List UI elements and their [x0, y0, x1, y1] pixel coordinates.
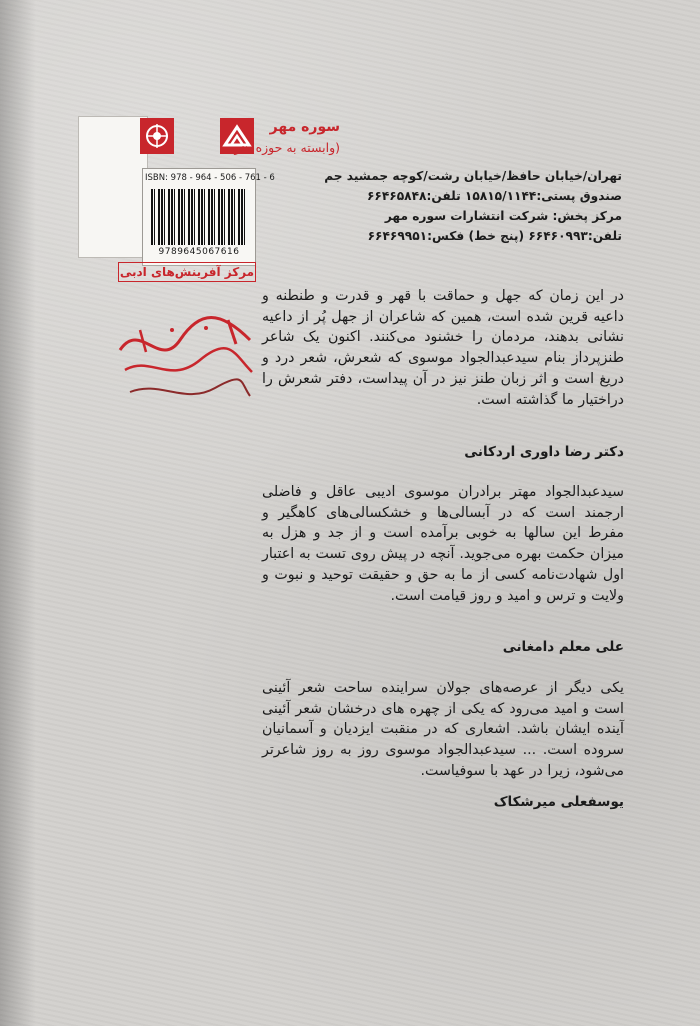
barcode — [151, 189, 247, 245]
address-line: مرکز پخش: شرکت انتشارات سوره مهر — [384, 209, 622, 223]
isbn-barcode-box — [142, 168, 275, 266]
endorsement-author-1: دکتر رضا داوری اردکانی — [464, 444, 624, 460]
endorsement-author-2: علی معلم دامغانی — [502, 639, 624, 655]
endorsement-paragraph-2: سیدعبدالجواد مهتر برادران موسوی ادیبی عاقل و فاضلی ارجمند است که در آبسالی‌ها و خشکسالی‌های کاهگیر و مفرط این سالها به خوبی برآمده است و از جد و هزل به میزان حکمت بهره می‌جوید. آنچه در پیش روی تست به اعتبار اول شهادت‌نامه کسی از ما به حق و حقیقت توحید و نبوت و ولایت و ترس و امید و روز قیامت است. — [262, 484, 624, 604]
endorsement-paragraph-3: یکی دیگر از عرصه‌های جولان سراینده ساحت شعر آئینی است و امید می‌رود که یکی از چهره های درخشان شعر آئینی آینده ایشان باشد. اشعاری که در منقبت ایزدیان و آسمانیان سروده است. ... سیدعبدالجواد موسوی روز به روز شاعرتر می‌شود، زیرا در عهد با سوفیاست. — [262, 680, 624, 779]
address-line: تلفن:۶۶۴۶۰۹۹۳ (پنج خط) فکس:۶۶۴۶۹۹۵۱ — [367, 229, 622, 243]
publisher-affiliation: (وابسته به حوزه هنری) — [219, 140, 340, 155]
barcode-number: 9789645067616 — [158, 247, 240, 257]
address-line: صندوق پستی:۱۵۸۱۵/۱۱۴۴ تلفن:۶۶۴۶۵۸۴۸ — [366, 189, 622, 203]
publisher-address — [262, 166, 622, 246]
publisher-name: سوره مهر — [269, 119, 340, 135]
white-sticker — [78, 116, 148, 258]
spine-shadow — [0, 0, 36, 1026]
endorsement-paragraph-1: در این زمان که جهل و حماقت با قهر و قدرت و طنطنه و داعیه قرین شده است، همین که شاعران از جهل پُر از داعیه نشانی بدهند، مردمان را خشنود می‌کنند. اکنون یک شاعر طنزپرداز بنام سیدعبدالجواد موسوی که شعرش، شعر درد و دریغ است و اثر زبان طنز نیز در آن پیداست، دفتر شعرش را دراختیار ما گذاشته است. — [262, 288, 624, 408]
endorsement-author-3: یوسفعلی میرشکاک — [493, 794, 624, 810]
literary-center-label: مرکز آفرینش‌های ادبی — [118, 262, 256, 282]
publisher-logo-icon — [140, 118, 174, 154]
address-line: تهران/خیابان حافظ/خیابان رشت/کوچه جمشید جم — [324, 169, 622, 183]
calligraphy-logo-icon — [110, 300, 260, 420]
isbn-text: ISBN: 978 - 964 - 506 - 761 - 6 — [145, 173, 275, 183]
